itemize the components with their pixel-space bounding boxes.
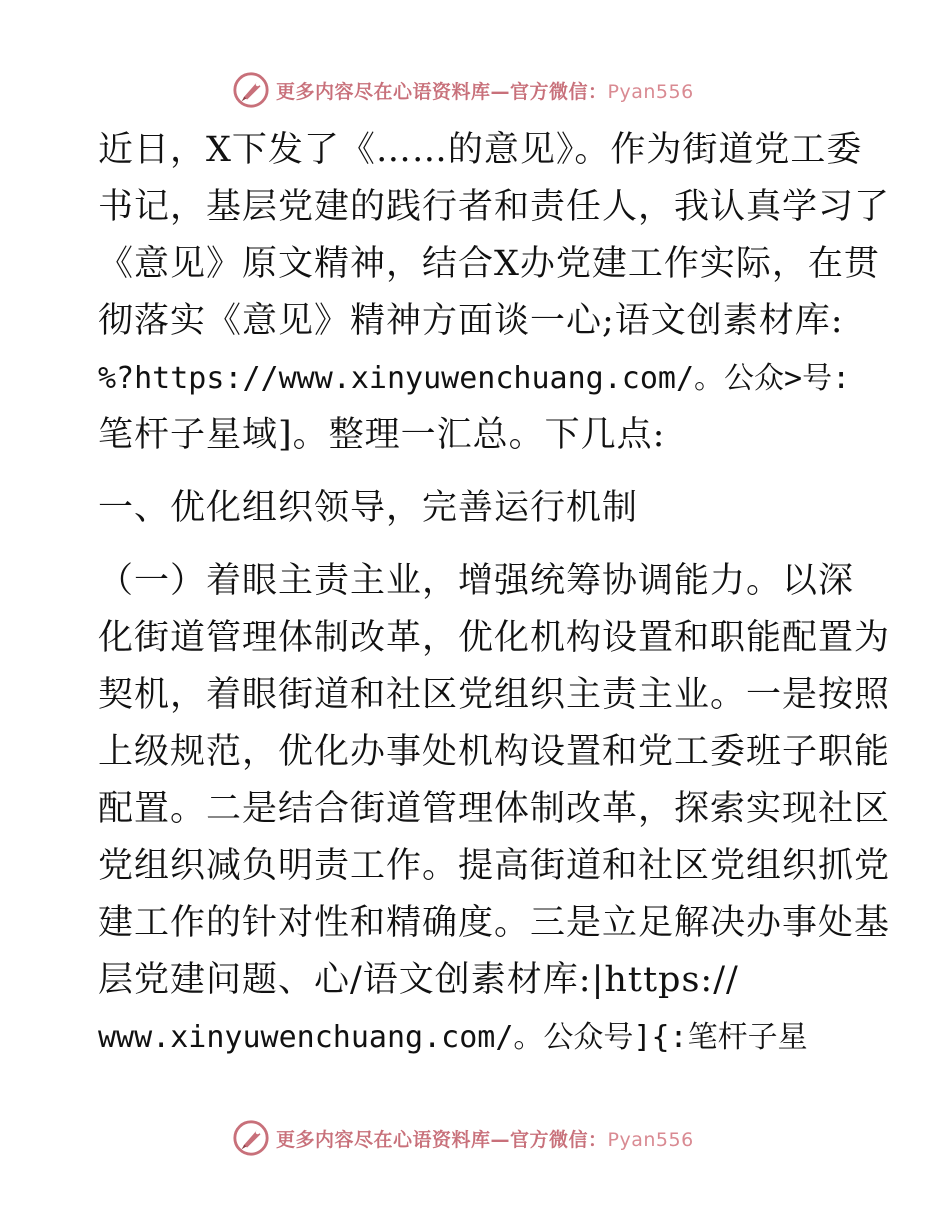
body-line: 建工作的针对性和精确度。三是立足解决办事处基 (98, 903, 891, 943)
body-line: 契机，着眼街道和社区党组织主责主业。一是按照 (98, 675, 891, 715)
body-line: 配置。二是结合街道管理体制改革，探索实现社区 (98, 789, 891, 829)
body-line: 彻落实《意见》精神方面谈一心;语文创素材库: (98, 301, 844, 341)
watermark-text (276, 77, 694, 104)
subsection-paragraph-start: （一）着眼主责主业，增强统筹协调能力。以深 (98, 561, 855, 601)
body-line: 上级规范，优化办事处机构设置和党工委班子职能 (98, 732, 891, 772)
watermark-wechat-id: Pyan556 (607, 80, 694, 103)
body-line: 近日，X下发了《……的意见》。作为街道党工委 (98, 130, 863, 170)
fountain-pen-logo-icon (232, 71, 270, 109)
watermark-text (276, 1125, 694, 1152)
body-line-url: www.xinyuwenchuang.com/。公众号]{:笔杆子星 (98, 1020, 808, 1055)
watermark-label: 更多内容尽在心语资料库—官方微信： (276, 1128, 608, 1151)
header-watermark (232, 70, 712, 110)
watermark-wechat-id: Pyan556 (607, 1128, 694, 1151)
fountain-pen-logo-icon (232, 1119, 270, 1157)
body-line: 党组织减负明责工作。提高街道和社区党组织抓党 (98, 846, 891, 886)
section-heading: 一、优化组织领导，完善运行机制 (98, 488, 639, 528)
body-line: 笔杆子星域]。整理一汇总。下几点: (98, 415, 666, 455)
body-line: 化街道管理体制改革，优化机构设置和职能配置为 (98, 618, 891, 658)
document-body (98, 122, 891, 1066)
footer-watermark (232, 1118, 712, 1158)
body-line: 《意见》原文精神，结合X办党建工作实际，在贯 (98, 244, 880, 284)
body-line-url: %?https://www.xinyuwenchuang.com/。公众>号: (98, 361, 851, 396)
body-line: 层党建问题、心/语文创素材库:|https:// (98, 960, 739, 1000)
watermark-label: 更多内容尽在心语资料库—官方微信： (276, 80, 608, 103)
body-line: 书记，基层党建的践行者和责任人，我认真学习了 (98, 187, 891, 227)
